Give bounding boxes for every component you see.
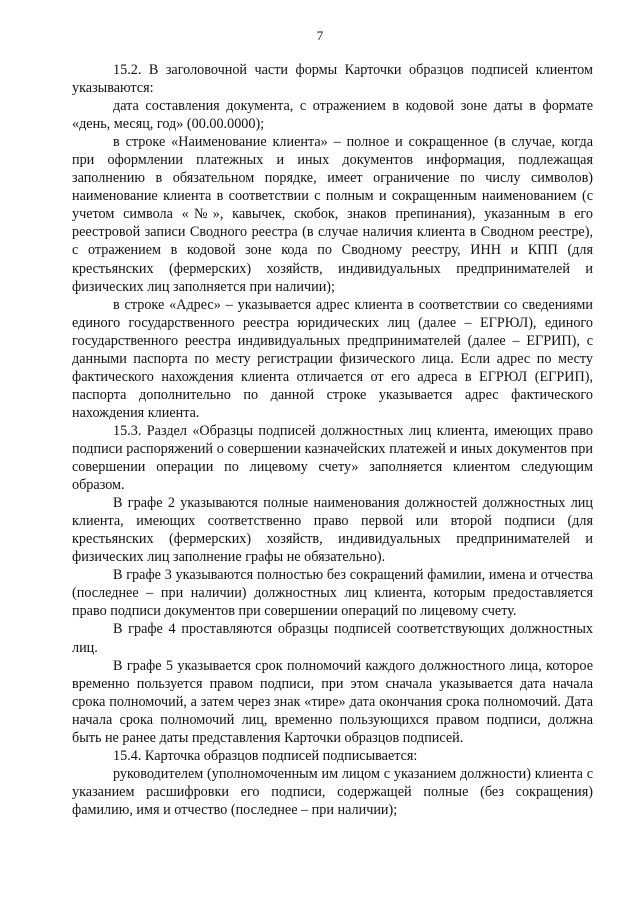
paragraph-column-3: В графе 3 указываются полностью без сокращений фамилии, имена и отчества (последнее – при наличии) должностных лиц клиента, которым предоставляется право подписи документов при совершении операций по лицевому счету. (72, 567, 593, 620)
paragraph-column-4: В графе 4 проставляются образцы подписей соответствующих должностных лиц. (72, 621, 593, 656)
paragraph-address: в строке «Адрес» – указывается адрес клиента в соответствии со сведениями единого государственного реестра юридических лиц (далее – ЕГРЮЛ), единого государственного реестра индивидуальных предпринимателей (далее – ЕГРИП), с данными паспорта по месту регистрации физического лица. Если адрес по месту фактического нахождения клиента отличается от его адреса в ЕГРЮЛ (ЕГРИП), паспорта дополнительно по данной строке указывается адрес фактического нахождения клиента. (72, 296, 593, 421)
paragraph-15-3-heading: 15.3. Раздел «Образцы подписей должностных лиц клиента, имеющих право подписи распоряжений о совершении казначейских платежей и иных документов при совершении операции по лицевому счету» заполняется клиентом следующим образом. (72, 422, 593, 494)
document-body (72, 61, 593, 819)
paragraph-15-4-heading: 15.4. Карточка образцов подписей подписывается: (113, 747, 418, 764)
page-number: 7 (316, 28, 324, 43)
paragraph-document-date: дата составления документа, с отражением в кодовой зоне даты в формате «день, месяц, год» (00.00.0000); (72, 98, 593, 133)
paragraph-client-name: в строке «Наименование клиента» – полное и сокращенное (в случае, когда при оформлении платежных и иных документов информация, подлежащая заполнению в обязательном порядке, имеет ограничение по числу символов) наименование клиента в соответствии с полным и сокращенным наименованием (с учетом символа «№», кавычек, скобок, знаков препинания), указанным в его реестровой записи Сводного реестра (в случае наличия клиента в Сводном реестре), с отражением в кодовой зоне кода по Сводному реестру, ИНН и КПП (для крестьянских (фермерских) хозяйств, индивидуальных предпринимателей и физических лиц заполняется при наличии); (72, 134, 593, 295)
paragraph-column-5: В графе 5 указывается срок полномочий каждого должностного лица, которое временно пользуется правом подписи, при этом сначала указывается дата начала срока полномочий, а затем через знак «тире» дата окончания срока полномочий. Дата начала срока полномочий лиц, временно пользующихся правом подписи, должна быть не ранее даты представления Карточки образцов подписей. (72, 657, 593, 746)
paragraph-column-2: В графе 2 указываются полные наименования должностей должностных лиц клиента, имеющих соответственно право первой или второй подписи (для крестьянских (фермерских) хозяйств, индивидуальных предпринимателей и физических лиц заполнение графы не обязательно). (72, 495, 593, 566)
paragraph-signed-by-head: руководителем (уполномоченным им лицом с указанием должности) клиента с указанием расшифровки его подписи, содержащей полные (без сокращения) фамилию, имя и отчество (последнее – при наличии); (72, 765, 593, 818)
paragraph-15-2-heading: 15.2. В заголовочной части формы Карточки образцов подписей клиентом указываются: (72, 62, 593, 97)
